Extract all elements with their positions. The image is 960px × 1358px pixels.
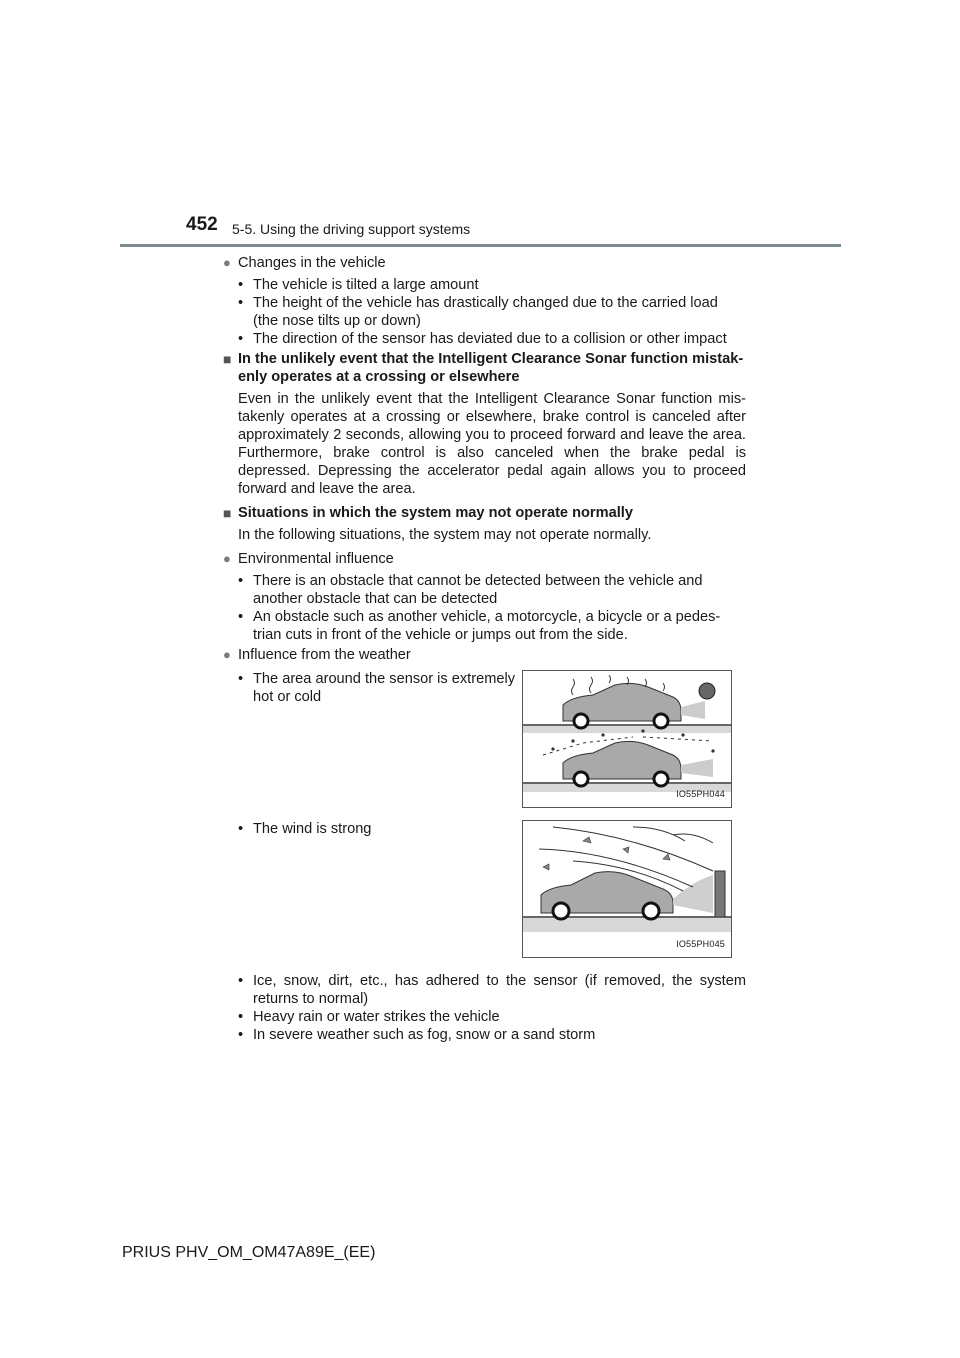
bullet-icon: • [238,1027,244,1043]
page-number: 452 [186,214,218,235]
wind-row [222,820,746,972]
wind-illustration [522,820,732,958]
list-item: • The height of the vehicle has drastically changed due to the carried load (the nose tilts up or down) [238,295,718,329]
list-item: • The direction of the sensor has deviated due to a collision or other impact [238,331,727,347]
footer-document-code: PRIUS PHV_OM_OM47A89E_(EE) [122,1244,376,1261]
square-bullet-icon: ■ [223,505,232,521]
bullet-icon: • [238,277,244,293]
environmental-heading: ● Environmental influence [223,551,394,567]
situations-heading: ■ Situations in which the system may not operate normally [223,505,633,521]
list-item: • The wind is strong [238,821,372,837]
figure-code: IO55PH045 [676,939,725,949]
section-title: 5-5. Using the driving support systems [232,221,471,237]
header-rule [120,244,841,247]
bullet-icon: • [238,331,244,347]
list-item: • The area around the sensor is extremely hot or cold [238,671,516,705]
mistaken-heading: ■ In the unlikely event that the Intelligent Clearance Sonar function mistak-enly operates at a crossing or elsewhere [223,351,744,385]
circle-bullet-icon: ● [223,647,231,662]
circle-bullet-icon: ● [223,551,231,566]
weather-heading: ● Influence from the weather [223,647,411,663]
bullet-icon: • [238,1009,244,1025]
list-item: • The vehicle is tilted a large amount [238,277,479,293]
list-item: • In severe weather such as fog, snow or a sand storm [238,1027,596,1043]
list-item: • Heavy rain or water strikes the vehicle [238,1009,500,1025]
figure-code: IO55PH044 [676,789,725,799]
page-content [222,254,746,1044]
bullet-icon: • [238,573,244,589]
hot-cold-illustration [522,670,732,808]
list-item: • An obstacle such as another vehicle, a motorcycle, a bicycle or a pedes-trian cuts in front of the vehicle or jumps out from the side. [238,609,721,643]
bullet-icon: • [238,295,244,311]
bullet-icon: • [238,671,244,687]
situations-intro: In the following situations, the system may not operate normally. [238,527,652,543]
changes-heading: ● Changes in the vehicle [223,255,386,271]
bullet-icon: • [238,973,244,989]
hot-cold-row [222,670,746,820]
bullet-icon: • [238,821,244,837]
list-item: • Ice, snow, dirt, etc., has adhered to the sensor (if removed, the system returns to normal) [238,973,746,1007]
square-bullet-icon: ■ [223,351,232,367]
bullet-icon: • [238,609,244,625]
list-item: • There is an obstacle that cannot be detected between the vehicle and another obstacle that can be detected [238,573,703,607]
mistaken-body: Even in the unlikely event that the Intelligent Clearance Sonar function mis-takenly operates at a crossing or elsewhere, brake control is canceled after approximately 2 seconds, allowing you to proceed forward and leave the area. Furthermore, brake control is also canceled when the brake pedal is depressed. Depressing the accelerator pedal again allows you to proceed forward and leave the area. [238,391,746,497]
circle-bullet-icon: ● [223,255,231,270]
